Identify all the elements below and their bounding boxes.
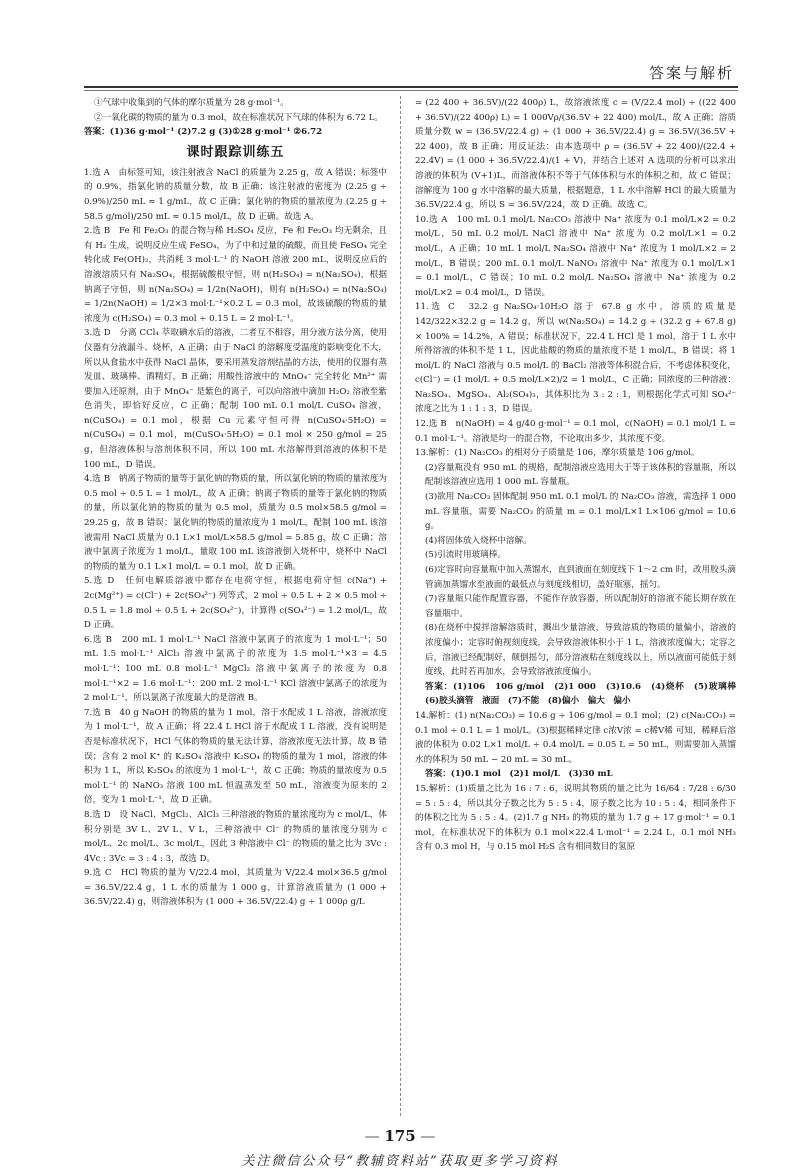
answer-subitem: (4)将固体放入烧杯中溶解。: [425, 535, 532, 546]
header-rule: [84, 86, 738, 88]
header-title: 答案与解析: [648, 64, 734, 82]
answer-item: 7.选 B 40 g NaOH 的物质的量为 1 mol，溶于水配成 1 L 溶液，溶液浓度为 1 mol·L⁻¹，故 A 正确；将 22.4 L HCl 溶于水配成 1 L 溶液，没有说明是否是标准状况下，HCl 气体的物质的量无法计算，溶液浓度无法计算，故 B 错误；含有 2 mol K⁺ 的 K₂SO₄ 溶液中 K₂SO₄ 的物质的量为 1 mol，溶液的体积为 1 L，所以 K₂SO₄ 的浓度为 1 mol·L⁻¹，故 C 正确；物质的量浓度为 0.5 mol·L⁻¹ 的 NaNO₃ 溶液 100 mL 恒温蒸发至 50 mL，溶液变为原来的 2 倍，变为 1 mol·L⁻¹，故 D 正确。: [84, 707, 387, 806]
answer-subitem: (8)在烧杯中搅拌溶解溶质时，溅出少量溶液，导致溶质的物质的量偏小，溶液的浓度偏小；定容时俯视刻度线，会导致溶液体积小于 1 L，溶液浓度偏大；定容之后，溶液已经配制好，颠倒摇匀，部分溶液粘在刻度线以上，所以液面可能低于刻度线，此时若再加水，会导致溶液浓度偏小。: [425, 623, 736, 678]
answer-subitem: (2)容量瓶没有 950 mL 的规格，配制溶液应选用大于等于该体积的容量瓶，所以配制该溶液应选用 1 000 mL 容量瓶。: [425, 462, 736, 488]
intro-line: ①气球中收集到的气体的摩尔质量为 28 g·mol⁻¹。: [94, 98, 289, 108]
answer-item: 3.选 D 分离 CCl₄ 萃取碘水后的溶液，二者互不相容，用分液方法分离，使用仪器有分液漏斗、烧杯，A 正确；由于 NaCl 的溶解度受温度的影响变化不大，所以从食盐水中获得 NaCl 晶体，要采用蒸发溶剂结晶的方法，使用的仪器有蒸发皿、玻璃棒、酒精灯，B 正确；用酸性溶液中的 MnO₄⁻ 完全转化 Mn²⁺ 需要加入还原剂，由于 MnO₄⁻ 是紫色的离子，可以向溶液中滴加 H₂O₂ 溶液至紫色消失，即恰好反应，C 正确；配制 100 mL 0.1 mol/L CuSO₄ 溶液，n(CuSO₄) = 0.1 mol，根据 Cu 元素守恒可得 n(CuSO₄·5H₂O) = n(CuSO₄) = 0.1 mol，m(CuSO₄·5H₂O) = 0.1 mol × 250 g/mol = 25 g，但溶液体积与溶剂体积不同，所以 100 mL 水溶解得到溶液的体积不是 100 mL，D 错误。: [84, 328, 387, 470]
answer-item: 9.选 C HCl 物质的量为 V/22.4 mol，其质量为 V/22.4 mol×36.5 g/mol = 36.5V/22.4 g，1 L 水的质量为 1 000 g，计算溶液质量为 (1 000 + 36.5V/22.4) g，则溶液体积为 (1 000 + 36.5V/22.4) g ÷ 1 000ρ g/L: [84, 868, 387, 908]
answer-item: 13.解析：(1) Na₂CO₃ 的相对分子质量是 106，摩尔质量是 106 g/mol。: [415, 448, 700, 459]
page-number: — 175 —: [0, 1127, 800, 1145]
answer-summary: 答案：(1)0.1 mol (2)1 mol/L (3)30 mL: [425, 769, 613, 780]
answer-item: 10.选 A 100 mL 0.1 mol/L Na₂CO₃ 溶液中 Na⁺ 浓度为 0.1 mol/L×2 = 0.2 mol/L，50 mL 0.2 mol/L NaCl 溶液中 Na⁺ 浓度为 0.2 mol/L×1 = 0.2 mol/L，A 正确；10 mL 1 mol/L Na₂SO₄ 溶液中 Na⁺ 浓度为 1 mol/L×2 = 2 mol/L，B 错误；200 mL 0.1 mol/L NaNO₃ 溶液中 Na⁺ 浓度为 0.1 mol/L×1 = 0.1 mol/L，C 错误；10 mL 0.2 mol/L Na₂SO₄ 溶液中 Na⁺ 浓度为 0.2 mol/L×2 = 0.4 mol/L，D 错误。: [415, 214, 736, 298]
right-column: [415, 96, 745, 1116]
left-column: [84, 96, 387, 1116]
answer-subitem: (5)引流时用玻璃棒。: [425, 550, 506, 561]
answer-item: 12.选 B n(NaOH) = 4 g/40 g·mol⁻¹ = 0.1 mol，c(NaOH) = 0.1 mol/1 L = 0.1 mol·L⁻¹。溶液是均一的混合物，不论取出多少，其浓度不变。: [415, 419, 736, 444]
intro-answer: 答案：(1)36 g·mol⁻¹ (2)7.2 g (3)①28 g·mol⁻¹ ②6.72: [84, 127, 323, 138]
answer-item: 1.选 A 由标签可知，该注射液含 NaCl 的质量为 2.25 g，故 A 错误；标签中的 0.9%，指氯化钠的质量分数，故 B 正确；该注射液的密度为 (2.25 g ÷ 0.9%)/250 mL ≈ 1 g/mL，故 C 正确；氯化钠的物质的量浓度为 (2.25 g ÷ 58.5 g/mol)/250 mL ≈ 0.15 mol/L，故 D 正确。故选 A。: [84, 167, 387, 222]
answer-item: 14.解析：(1) n(Na₂CO₃) = 10.6 g ÷ 106 g/mol = 0.1 mol；(2) c(Na₂CO₃) = 0.1 mol ÷ 0.1 L = 1 mol/L。(3)根据稀释定律 c浓V浓 = c稀V稀 可知，稀释后溶液的体积为 0.02 L×1 mol/L ÷ 0.4 mol/L = 0.05 L = 50 mL，则需要加入蒸馏水的体积为 50 mL − 20 mL = 30 mL。: [415, 710, 736, 765]
answer-item: 15.解析：(1)质量之比为 16 : 7 : 6，说明其物质的量之比为 16/64 : 7/28 : 6/30 = 5 : 5 : 4，所以其分子数之比为 5 : 5 : 4，原子数之比为 10 : 5 : 4，相同条件下的体积之比为 5 : 5 : 4。(2)1.7 g NH₃ 的物质的量为 1.7 g ÷ 17 g·mol⁻¹ = 0.1 mol，在标准状况下的体积为 0.1 mol×22.4 L·mol⁻¹ = 2.24 L，0.1 mol NH₃ 含有 0.3 mol H，与 0.15 mol H₂S 含有相同数目的氢原: [415, 783, 736, 853]
answer-summary: 答案：(1)106 106 g/mol (2)1 000 (3)10.6 (4)烧杯 (5)玻璃棒 (6)胶头滴管 液面 (7)不能 (8)偏小 偏大 偏小: [425, 681, 745, 707]
answer-item: 8.选 D 设 NaCl、MgCl₂、AlCl₃ 三种溶液的物质的量浓度均为 c mol/L，体积分别是 3V L、2V L、V L，三种溶液中 Cl⁻ 的物质的量浓度分别为 c mol/L、2c mol/L、3c mol/L，因此 3 种溶液中 Cl⁻ 的物质的量之比为 3Vc : 4Vc : 3Vc = 3 : 4 : 3，故选 D。: [84, 809, 387, 864]
footer-note: 关注微信公众号“教辅资料站”获取更多学习资料: [241, 1154, 559, 1169]
answer-subitem: (6)定容时向容量瓶中加入蒸馏水，直到液面在刻度线下 1～2 cm 时，改用胶头滴管滴加蒸馏水至液面的最低点与刻度线相切，盖好瓶塞，摇匀。: [425, 565, 736, 590]
column-divider: [400, 96, 401, 1116]
answer-item: 4.选 B 钠离子物质的量等于氯化钠的物质的量，所以氯化钠的物质的量浓度为 0.5 mol ÷ 0.5 L = 1 mol/L，故 A 正确；钠离子物质的量等于氯化钠的物质的量，所以氯化钠的物质的量为 0.5 mol，质量为 0.5 mol×58.5 g/mol = 29.25 g，故 B 错误；氯化钠的物质的量浓度为 1 mol/L，配制 100 mL 该溶液需用 NaCl 质量为 0.1 L×1 mol/L×58.5 g/mol = 5.85 g，故 C 正确；溶液中氯离子浓度为 1 mol/L，量取 100 mL 该溶液倒入烧杯中，烧杯中 NaCl 的物质的量为 0.1 L×1 mol/L = 0.1 mol，故 D 正确。: [84, 474, 387, 572]
intro-line: ②一氧化碳的物质的量为 0.3 mol，故在标准状况下气球的体积为 6.72 L。: [94, 112, 383, 123]
answer-item: 2.选 B Fe 和 Fe₂O₃ 的混合物与稀 H₂SO₄ 反应，Fe 和 Fe₂O₃ 均无剩余，且有 H₂ 生成，说明反应生成 FeSO₄，为了中和过量的硫酸，而且使 FeSO₄ 完全转化成 Fe(OH)₂，共消耗 3 mol·L⁻¹ 的 NaOH 溶液 200 mL，说明反应后的溶液溶质只有 Na₂SO₄，根据硫酸根守恒，则 n(H₂SO₄) = n(Na₂SO₄)，根据钠离子守恒，则 n(Na₂SO₄) = 1/2n(NaOH)，则有 n(H₂SO₄) = n(Na₂SO₄) = 1/2n(NaOH) = 1/2×3 mol·L⁻¹×0.2 L = 0.3 mol，故该硫酸的物质的量浓度为 c(H₂SO₄) = 0.3 mol ÷ 0.15 L = 2 mol·L⁻¹。: [84, 226, 387, 324]
answer-subitem: (7)容量瓶只能作配置容器，不能作存放容器，所以配制好的溶液不能长期存放在容量瓶中。: [425, 594, 736, 619]
answer-subitem: (3)欲用 Na₂CO₃ 固体配制 950 mL 0.1 mol/L 的 Na₂CO₃ 溶液，需选择 1 000 mL 容量瓶，需要 Na₂CO₃ 的质量 m = 0.1 mol/L×1 L×106 g/mol = 10.6 g。: [425, 492, 736, 532]
section-title: 课时跟踪训练五: [186, 144, 285, 160]
answer-item: 11.选 C 32.2 g Na₂SO₄·10H₂O 溶于 67.8 g 水中，溶质的质量是 142/322×32.2 g = 14.2 g，所以 w(Na₂SO₄) = 14.2 g ÷ (32.2 g + 67.8 g) × 100% = 14.2%，A 错误；标准状况下，22.4 L HCl 是 1 mol，溶于 1 L 水中所得溶液的体积不是 1 L，因此盐酸的物质的量浓度不是 1 mol/L，B 错误；将 1 mol/L 的 NaCl 溶液与 0.5 mol/L 的 BaCl₂ 溶液等体积混合后，不考虑体积变化，c(Cl⁻) = (1 mol/L + 0.5 mol/L×2)/2 = 1 mol/L，C 正确；同浓度的三种溶液：Na₂SO₄、MgSO₄、Al₂(SO₄)₃，其体积比为 3 : 2 : 1，则根据化学式可知 SO₄²⁻ 浓度之比为 1 : 1 : 3，D 错误。: [415, 302, 736, 415]
header-rule-thin: [84, 90, 738, 91]
answer-item: 6.选 B 200 mL 1 mol·L⁻¹ NaCl 溶液中氯离子的浓度为 1 mol·L⁻¹；50 mL 1.5 mol·L⁻¹ AlCl₃ 溶液中氯离子的浓度为 1.5 mol·L⁻¹×3 = 4.5 mol·L⁻¹；100 mL 0.8 mol·L⁻¹ MgCl₂ 溶液中氯离子的浓度为 0.8 mol·L⁻¹×2 = 1.6 mol·L⁻¹；200 mL 2 mol·L⁻¹ KCl 溶液中氯离子的浓度为 2 mol·L⁻¹，所以氯离子浓度最大的是溶液 B。: [84, 634, 387, 704]
answer-item: 5.选 D 任何电解质溶液中都存在电荷守恒，根据电荷守恒 c(Na⁺) + 2c(Mg²⁺) = c(Cl⁻) + 2c(SO₄²⁻) 列等式，2 mol ÷ 0.5 L + 2 × 0.5 mol ÷ 0.5 L = 1.8 mol ÷ 0.5 L + 2c(SO₄²⁻)，计算得 c(SO₄²⁻) = 1.2 mol/L，故 D 正确。: [84, 576, 387, 631]
answer-item: = (22 400 + 36.5V)/(22 400ρ) L，故溶液浓度 c = (V/22.4 mol) ÷ ((22 400 + 36.5V)/(22 400ρ) L) = 1 000Vρ/(36.5V + 22 400) mol/L，故 A 正确；溶质质量分数 w = (36.5V/22.4 g) ÷ (1 000 + 36.5V/22.4) g = 36.5V/(36.5V + 22 400)，故 B 正确；用反证法：由本选项中 ρ = (36.5V + 22 400)/(22.4 + 22.4V) = (1 000 + 36.5V/22.4)/(1 + V)，并结合上述对 A 选项的分析可以求出溶液的体积为 (V+1)L，而溶液体积不等于气体体积与水的体积之和，故 C 错误；溶解度为 100 g 水中溶解的最大质量，根据题意，1 L 水中溶解 HCl 的最大质量为 36.5V/22.4 g，所以 S = 36.5V/224，故 D 正确。故选 C。: [415, 98, 736, 211]
